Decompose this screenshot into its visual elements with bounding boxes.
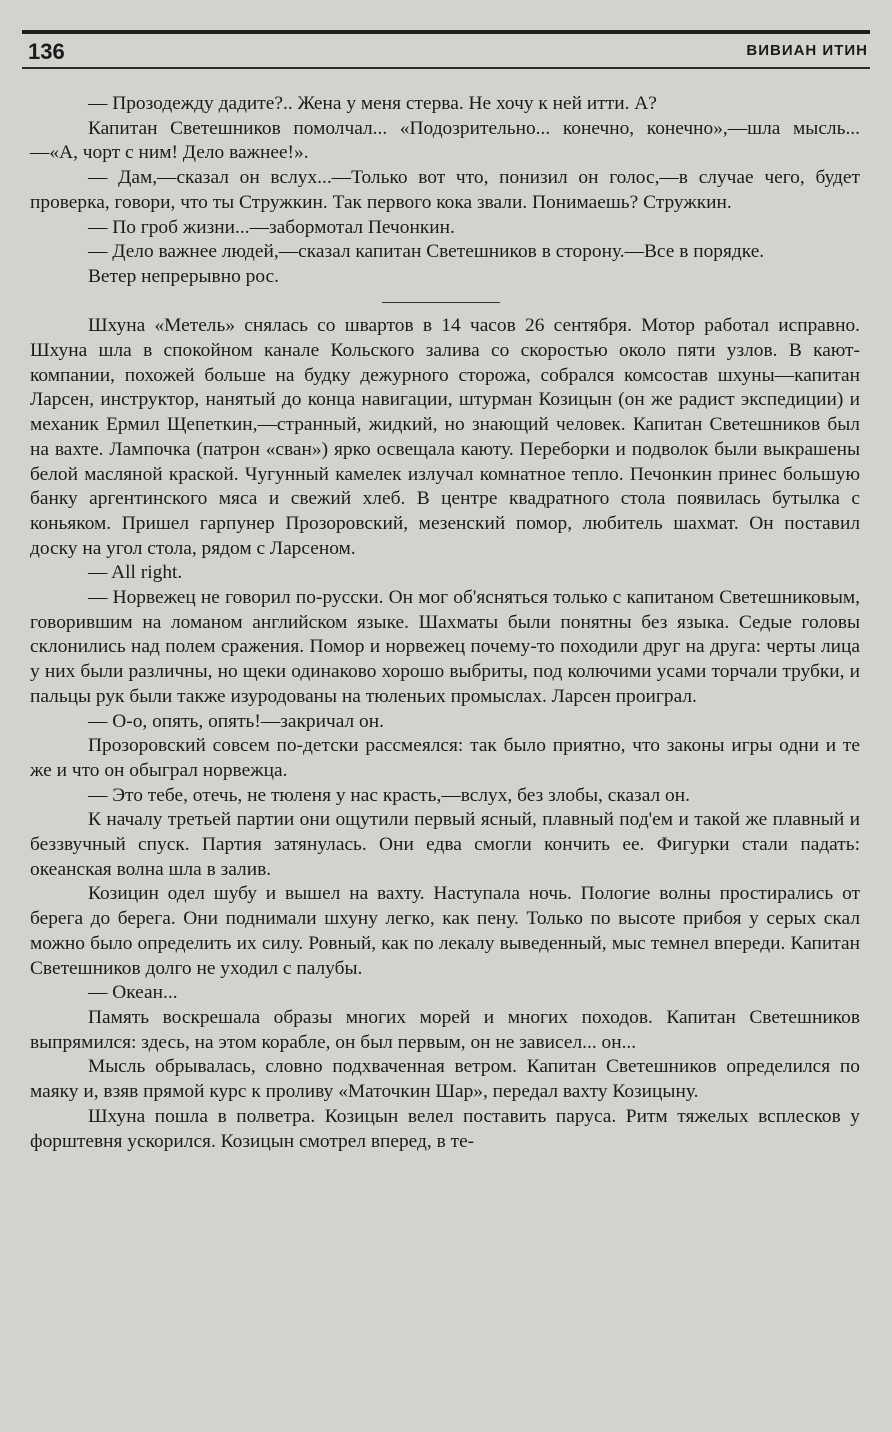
header-top-rule xyxy=(22,30,870,34)
paragraph: Капитан Светешников помолчал... «Подозрительно... конечно, конечно»,—шла мысль...—«А, чорт с ним! Дело важнее!». xyxy=(30,117,860,164)
section-separator xyxy=(30,290,860,315)
paragraph: К началу третьей партии они ощутили первый ясный, плавный под'ем и такой же плавный и беззвучный спуск. Партия затянулась. Они едва смогли кончить ее. Фигурки стали падать: океанская волна шла в залив. xyxy=(30,809,860,880)
paragraph: Мысль обрывалась, словно подхваченная ветром. Капитан Светешников определился по маяку и, взяв прямой курс к проливу «Маточкин Шар», передал вахту Козицыну. xyxy=(30,1056,860,1103)
running-head: ВИВИАН ИТИН xyxy=(746,42,868,59)
paragraph: — Прозодежду дадите?.. Жена у меня стерва. Не хочу к ней итти. А? xyxy=(88,93,657,114)
page-number: 136 xyxy=(28,39,65,64)
paragraph: Козицин одел шубу и вышел на вахту. Наступала ночь. Пологие волны простирались от берега до берега. Они поднимали шхуну легко, как пену. Только по высоте прибоя у серых скал можно было определить их силу. Ровный, как по лекалу выведенный, мыс темнел впереди. Капитан Светешников долго не уходил с палубы. xyxy=(30,883,860,979)
paragraph: Память воскрешала образы многих морей и многих походов. Капитан Светешников выпрямился: здесь, на этом корабле, он был первым, он не зависел... он... xyxy=(30,1007,860,1053)
paragraph: — Норвежец не говорил по-русски. Он мог об'ясняться только с капитаном Светешниковым, говорившим на ломаном английском языке. Шахматы были понятны без языка. Седые головы склонились над полем сражения. Помор и норвежец почему-то походили друг на друга: черты лица у них были различны, но щеки одинаково хорошо выбриты, под колючими усами торчали трубки, и пальцы рук были также изуродованы на тюленьих промыслах. Ларсен проиграл. xyxy=(30,587,860,707)
paragraph: — Это тебе, отечь, не тюленя у нас красть,—вслух, без злобы, сказал он. xyxy=(88,784,690,806)
paragraph: Шхуна «Метель» снялась со швартов в 14 часов 26 сентября. Мотор работал исправно. Шхуна шла в спокойном канале Кольского залива со скоростью около пяти узлов. В кают-компании, похожей больше на будку дежурного сторожа, собрался комсостав шхуны—капитан Ларсен, инструктор, нанятый до конца навигации, штурман Козицын (он же радист экспедиции) и механик Ермил Щепеткин,—странный, жидкий, но знающий человек. Капитан Светешников был на вахте. Лампочка (патрон «сван») ярко освещала каюту. Переборки и подволок были выкрашены белой масляной краской. Чугунный камелек излучал комнатное тепло. Печонкин принес большую банку аргентинского мяса и свежий хлеб. В центре квадратного стола появилась бутылка с коньяком. Пришел гарпунер Прозоровский, мезенский помор, любитель шахмат. Он поставил доску на угол стола, рядом с Ларсеном. xyxy=(30,315,860,559)
paragraph: — По гроб жизни...—забормотал Печонкин. xyxy=(88,216,455,238)
paragraph: Шхуна пошла в полветра. Козицын велел поставить паруса. Ритм тяжелых всплесков у форштевня ускорился. Козицын смотрел вперед, в те- xyxy=(30,1105,860,1152)
paragraph: — О-о, опять, опять!—закричал он. xyxy=(88,710,384,732)
page-header xyxy=(22,30,870,66)
page-body xyxy=(30,92,860,1154)
paragraph: — Дело важнее людей,—сказал капитан Светешников в сторону.—Все в порядке. xyxy=(88,241,765,263)
header-bottom-rule xyxy=(22,67,870,69)
paragraph: Ветер непрерывно рос. xyxy=(88,265,279,287)
paragraph: Прозоровский совсем по-детски рассмеялся: так было приятно, что законы игры одни и те же и что он обыграл норвежца. xyxy=(30,735,860,781)
paragraph: — All right. xyxy=(88,562,183,584)
paragraph: — Океан... xyxy=(88,982,178,1004)
paragraph: — Дам,—сказал он вслух...—Только вот что, понизил он голос,—в случае чего, будет проверка, говори, что ты Стружкин. Так первого кока звали. Понимаешь? Стружкин. xyxy=(30,167,860,213)
